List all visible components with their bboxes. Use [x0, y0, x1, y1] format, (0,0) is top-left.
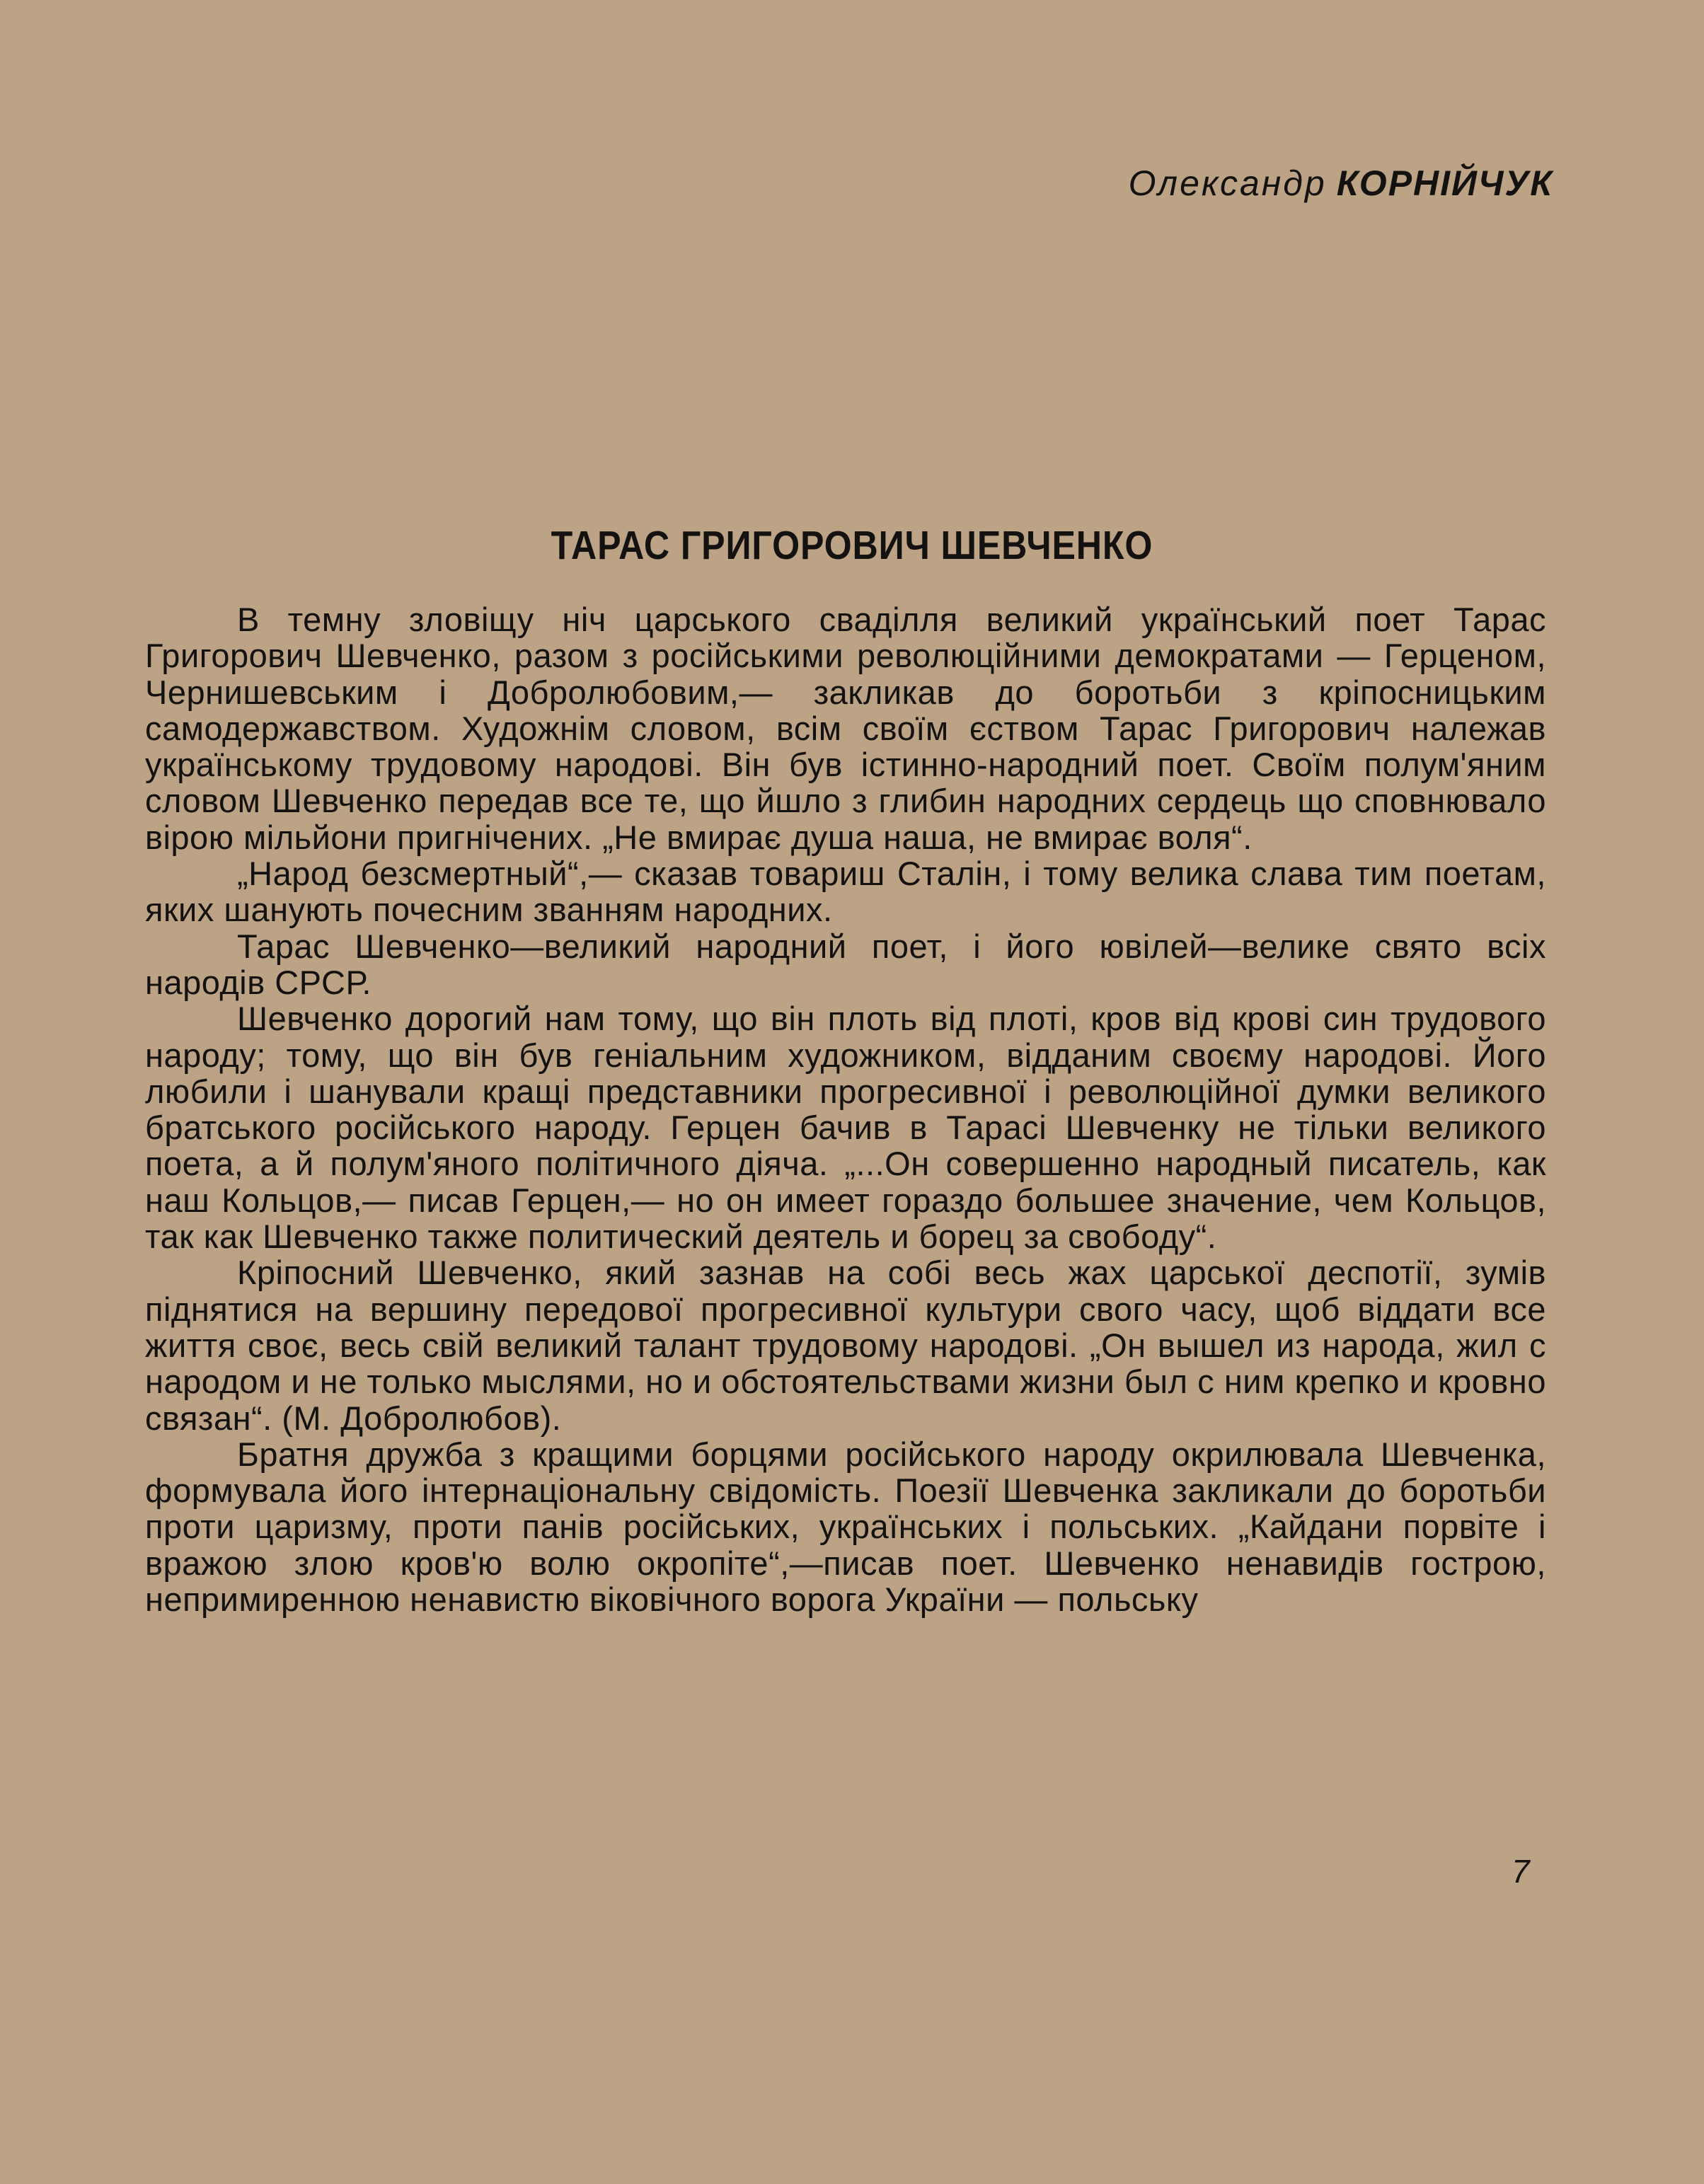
- paragraph: В темну зловіщу ніч царського сваділля великий український поет Тарас Григорович Шевченко, разом з російськими революційними демократами — Герценом, Чернишевським і Добролюбовим,— закликав до боротьби з кріпосницьким самодержавством. Художнім словом, всім своїм єством Тарас Григорович належав українському трудовому народові. Він був істинно-народний поет. Своїм полум'яним словом Шевченко передав все те, що йшло з глибин народних сердець що сповнювало вірою мільйони пригнічених. „Не вмирає душа наша, не вмирає воля“.: [145, 601, 1546, 856]
- author-byline: [1129, 163, 1553, 204]
- author-surname: КОРНІЙЧУК: [1336, 163, 1553, 203]
- paragraph: Тарас Шевченко—великий народний поет, і його ювілей—велике свято всіх народів СРСР.: [145, 927, 1546, 1001]
- paragraph: Братня дружба з кращими борцями російського народу окрилювала Шевченка, формувала його інтернаціональну свідомість. Поезії Шевченка закликали до боротьби проти царизму, проти панів російських, українських і польських. „Кайдани порвіте і вражою злою кров'ю волю окропіте“,—писав поет. Шевченко ненавидів гострою, непримиренною ненавистю віковічного ворога України — польську: [145, 1435, 1546, 1619]
- page-number: 7: [1512, 1853, 1530, 1890]
- article-body: [145, 601, 1546, 1617]
- paragraph: Шевченко дорогий нам тому, що він плоть від плоті, кров від крові син трудового народу; тому, що він був геніальним художником, відданим своєму народові. Його любили і шанували кращі представники прогресивної і революційної думки великого братського російського народу. Герцен бачив в Тарасі Шевченку не тільки великого поета, а й полум'яного політичного діяча. „...Он совершенно народный писатель, как наш Кольцов,— писав Герцен,— но он имеет гораздо большее значение, чем Кольцов, так как Шевченко также политический деятель и борец за свободу“.: [145, 1000, 1546, 1256]
- author-first-name: Олександр: [1128, 163, 1327, 203]
- article-title: ТАРАС ГРИГОРОВИЧ ШЕВЧЕНКО: [551, 523, 1153, 568]
- paragraph: „Народ безсмертный“,— сказав товариш Сталін, і тому велика слава тим поетам, яких шанують почесним званням народних.: [145, 855, 1546, 929]
- paragraph: Кріпосний Шевченко, який зазнав на собі весь жах царської деспотії, зумів піднятися на вершину передової прогресивної культури свого часу, щоб віддати все життя своє, весь свій великий талант трудовому народові. „Он вышел из народа, жил с народом и не только мыслями, но и обстоятельствами жизни был с ним крепко и кровно связан“. (М. Добролюбов).: [145, 1254, 1546, 1437]
